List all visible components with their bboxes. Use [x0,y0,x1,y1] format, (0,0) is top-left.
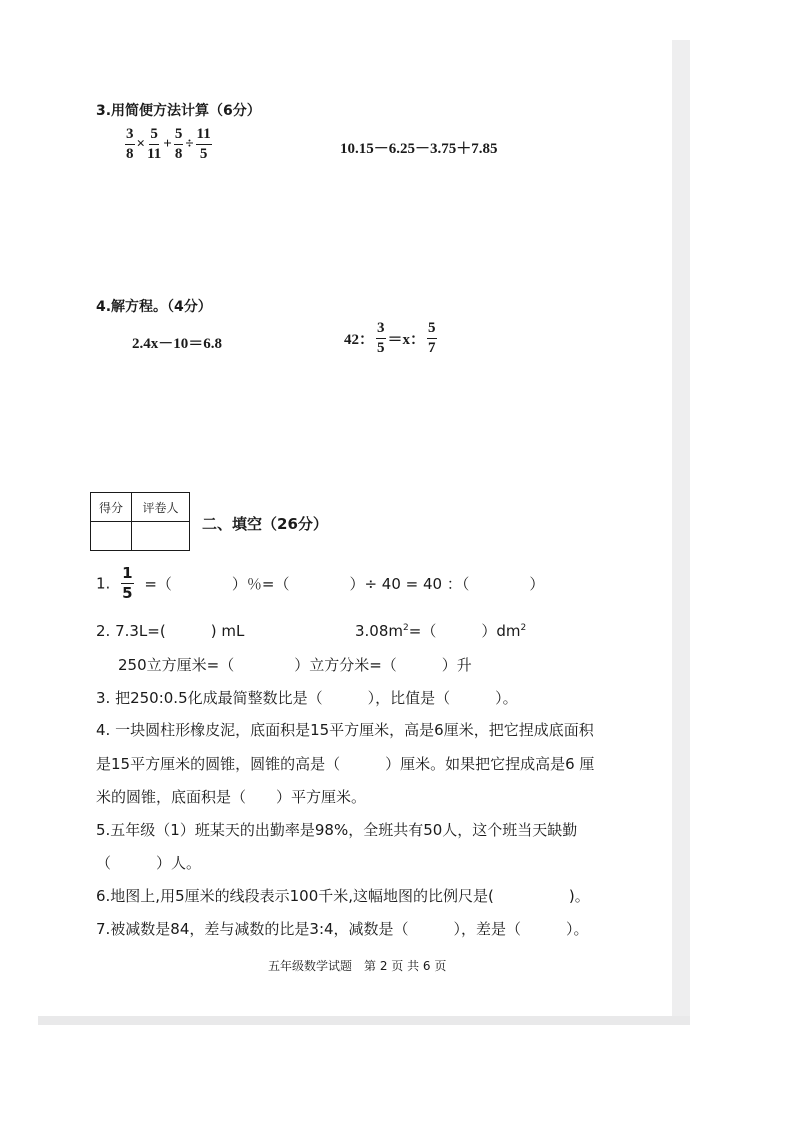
question-6: 6.地图上,用5厘米的线段表示100千米,这幅地图的比例尺是( )。 [96,887,590,905]
operator: ÷ [185,136,194,152]
operator: × [136,136,146,152]
score-label: 得分 [91,493,132,522]
question-7: 7.被减数是84，差与减数的比是3:4，减数是（ ），差是（ ）。 [96,920,589,938]
section3-expression-2: 10.15－6.25－3.75＋7.85 [340,141,498,157]
grader-label: 评卷人 [132,493,190,522]
section4-heading: 4.解方程。（4分） [96,299,212,315]
fraction-1-5: $\frac{1}{5}$ [122,564,133,602]
question-4-line-2: 是15平方厘米的圆锥，圆锥的高是（ ）厘米。如果把它捏成高是6 厘 [96,755,595,773]
fraction-3-5: $\frac{3}{5}$ [377,320,385,356]
fraction-5-7: $\frac{5}{7}$ [428,320,436,356]
section3-heading: 3.用简便方法计算（6分） [96,103,261,119]
page-footer: 五年级数学试题 第 2 页 共 6 页 [268,959,447,973]
scan-edge-right [672,40,690,1025]
question-2b: $3.08m^2=$（ ）$dm^2$ [355,622,527,640]
section4-equation-2: 42： $\frac{3}{5}$ ＝x： $\frac{5}{7}$ [344,320,436,356]
question-1: 1. $\frac{1}{5}$ =（ ）％=（ ）÷ 40 = 40 ：（ ） [96,564,545,602]
fraction-5-11: $\frac{5}{11}$ [147,126,162,162]
question-3: 3. 把250:0.5化成最简整数比是（ ），比值是（ ）。 [96,689,518,707]
question-2c: 250立方厘米=（ ）立方分米=（ ）升 [118,656,472,674]
fraction-3-8: $\frac{3}{8}$ [126,126,134,162]
operator: + [163,136,172,152]
grader-cell [132,522,190,551]
part2-title: 二、填空（26分） [202,515,328,533]
score-cell [91,522,132,551]
section3-expression-1 [124,127,213,162]
fraction-5-8: $\frac{5}{8}$ [174,126,183,162]
scan-edge-bottom [38,1016,690,1025]
question-4-line-3: 米的圆锥，底面积是（ ）平方厘米。 [96,788,367,806]
question-2a: 2. 7.3L=( ) mL [96,622,245,640]
fraction-11-5: $\frac{11}{5}$ [196,126,211,162]
question-4-line-1: 4. 一块圆柱形橡皮泥，底面积是15平方厘米，高是6厘米，把它捏成底面积 [96,721,594,739]
score-table [90,492,190,551]
question-5-line-1: 5.五年级（1）班某天的出勤率是98%，全班共有50人，这个班当天缺勤 [96,821,578,839]
question-5-line-2: （ ）人。 [96,854,202,872]
section4-equation-1: 2.4x－10＝6.8 [132,336,223,352]
